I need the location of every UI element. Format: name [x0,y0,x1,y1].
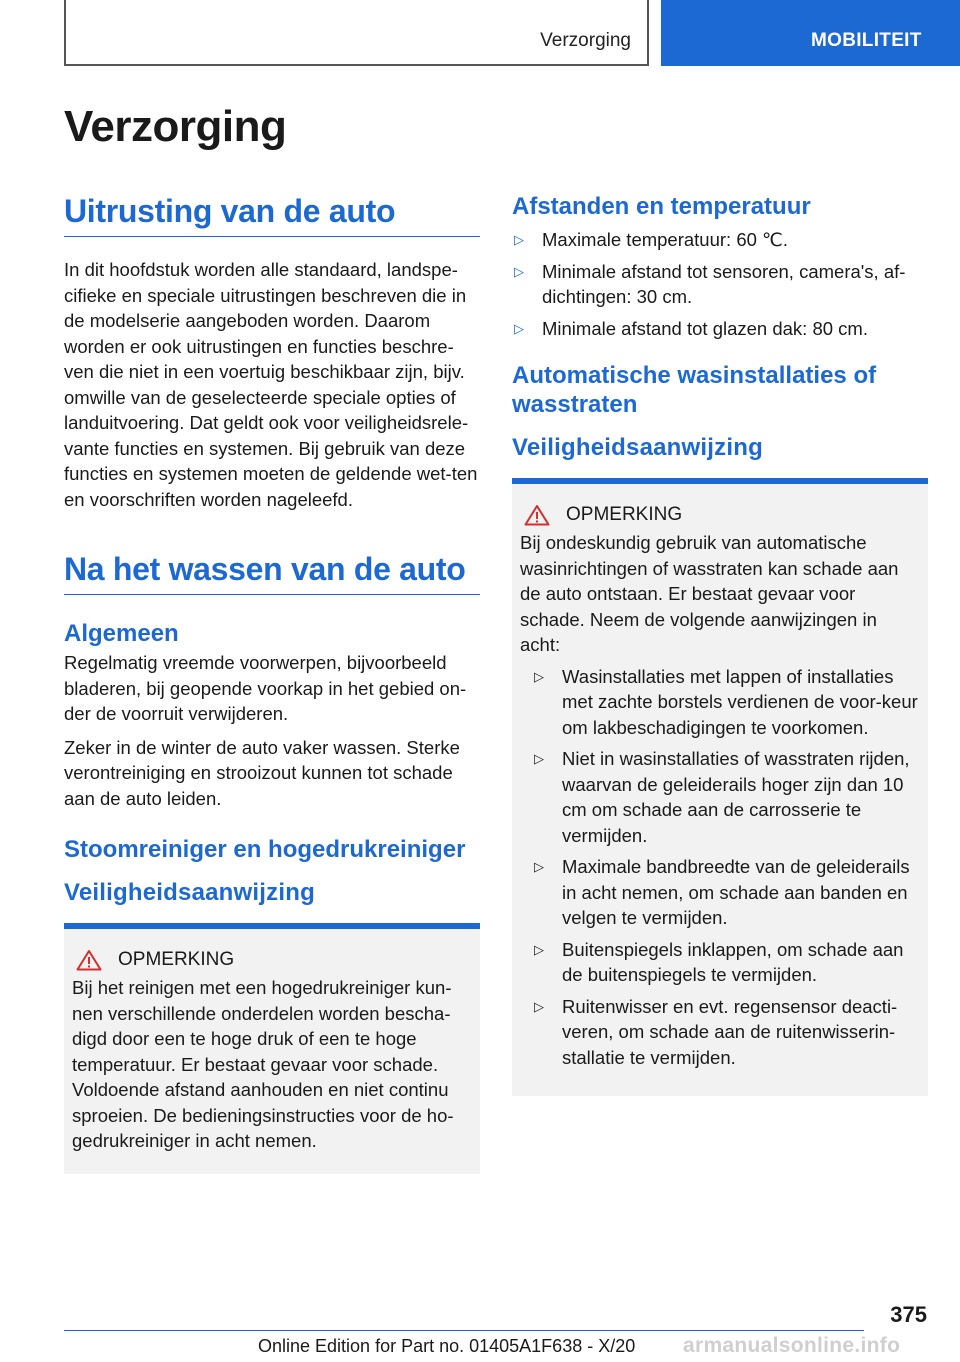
paragraph-general-2: Zeker in de winter de auto vaker wassen. Sterke verontreiniging en strooizout kunnen tot schade aan de auto leiden. [64,736,460,809]
note-header [72,949,472,971]
heading-after-wash: Na het wassen van de auto [64,550,480,595]
header-section-tab [64,0,649,66]
heading-safety-left: Veiligheidsaanwijzing [64,879,315,906]
note-text: Bij het reinigen met een hogedrukreiniger kun-nen verschillende onderdelen worden bescha-digd door een te hoge druk of een te hoge temperatuur. Er bestaat gevaar voor schade. Voldoende afstand aanhouden en niet continu sproeien. De bedieningsinstructies voor de ho-gedrukreiniger in acht nemen. [72,977,454,1151]
note-text: Bij ondeskundig gebruik van automatische wasinrichtingen of wasstraten kan schade aan de auto ontstaan. Er bestaat gevaar voor schade. Neem de volgende aanwijzingen in acht: [520,532,899,655]
warning-icon [76,949,102,971]
footer-edition: Online Edition for Part no. 01405A1F638 - X/20 [258,1336,636,1356]
paragraph-equipment: In dit hoofdstuk worden alle standaard, landspe-cifieke en speciale uitrustingen beschreven die in de modelserie aangeboden worden. Daarom worden er ook uitrustingen en functies beschre-ven die niet in een voertuig beschikbaar zijn, bijv. omwille van de geselecteerde speciale opties of landuitvoering. Dat geldt ook voor veiligheidsrele-vante functies en systemen. Bij gebruik van deze functies en systemen moeten de geldende wet-ten en voorschriften worden nageleefd. [64,259,478,510]
left-column [64,192,480,1174]
list-item: ▷ Wasinstallaties met lappen of installaties met zachte borstels verdienen de voor-keur om lakbeschadigingen te voorkomen. [534,665,918,738]
note-box-right [512,478,928,1096]
page-title: Verzorging [64,102,287,151]
triangle-bullet-icon: ▷ [534,941,544,957]
header-chapter-label: MOBILITEIT [811,30,922,51]
footer-watermark: armanualsonline.info [683,1334,901,1357]
note-title: OPMERKING [566,504,683,525]
list-item: ▷ Niet in wasinstallaties of wasstraten rijden, waarvan de geleiderails hoger zijn dan 10 cm om schade aan de carrosserie te vermijden. [534,748,910,846]
heading-distances: Afstanden en temperatuur [512,193,811,220]
page-number: 375 [890,1302,927,1327]
list-item: ▷ Buitenspiegels inklappen, om schade aan de buitenspiegels te vermijden. [534,938,904,985]
header-chapter-tab [661,0,960,66]
note-title: OPMERKING [118,949,235,970]
list-item: ▷ Maximale temperatuur: 60 ℃. [512,227,928,253]
triangle-bullet-icon: ▷ [534,998,544,1014]
heading-general: Algemeen [64,620,179,647]
list-item: ▷ Minimale afstand tot glazen dak: 80 cm. [512,316,928,342]
note-header [520,504,920,526]
heading-steam-cleaner: Stoomreiniger en hogedrukreiniger [64,836,466,863]
triangle-bullet-icon: ▷ [514,232,524,247]
heading-equipment: Uitrusting van de auto [64,192,480,237]
note-bullet-list [520,664,920,1071]
note-box-left [64,923,480,1174]
paragraph-general-1: Regelmatig vreemde voorwerpen, bijvoorbeeld bladeren, bij geopende voorkap in het gebied on-der de voorruit verwijderen. [64,652,467,724]
triangle-bullet-icon: ▷ [514,320,524,336]
distances-list [512,227,928,341]
triangle-bullet-icon: ▷ [534,668,544,684]
right-column [512,192,928,1096]
list-item: ▷ Minimale afstand tot sensoren, camera's, af-dichtingen: 30 cm. [514,260,906,307]
footer-divider [64,1330,864,1331]
triangle-bullet-icon: ▷ [534,751,544,766]
warning-icon [524,504,550,526]
triangle-bullet-icon: ▷ [514,263,524,279]
heading-auto-wash: Automatische wasinstallaties of wasstraten [512,362,877,418]
list-item: ▷ Ruitenwisser en evt. regensensor deacti-veren, om schade aan de ruitenwisserin-stallatie te vermijden. [534,995,898,1068]
heading-safety-right: Veiligheidsaanwijzing [512,434,763,461]
list-item: ▷ Maximale bandbreedte van de geleiderails in acht nemen, om schade aan banden en velgen te vermijden. [534,856,910,928]
triangle-bullet-icon: ▷ [534,859,544,874]
header-section-label: Verzorging [540,30,631,51]
